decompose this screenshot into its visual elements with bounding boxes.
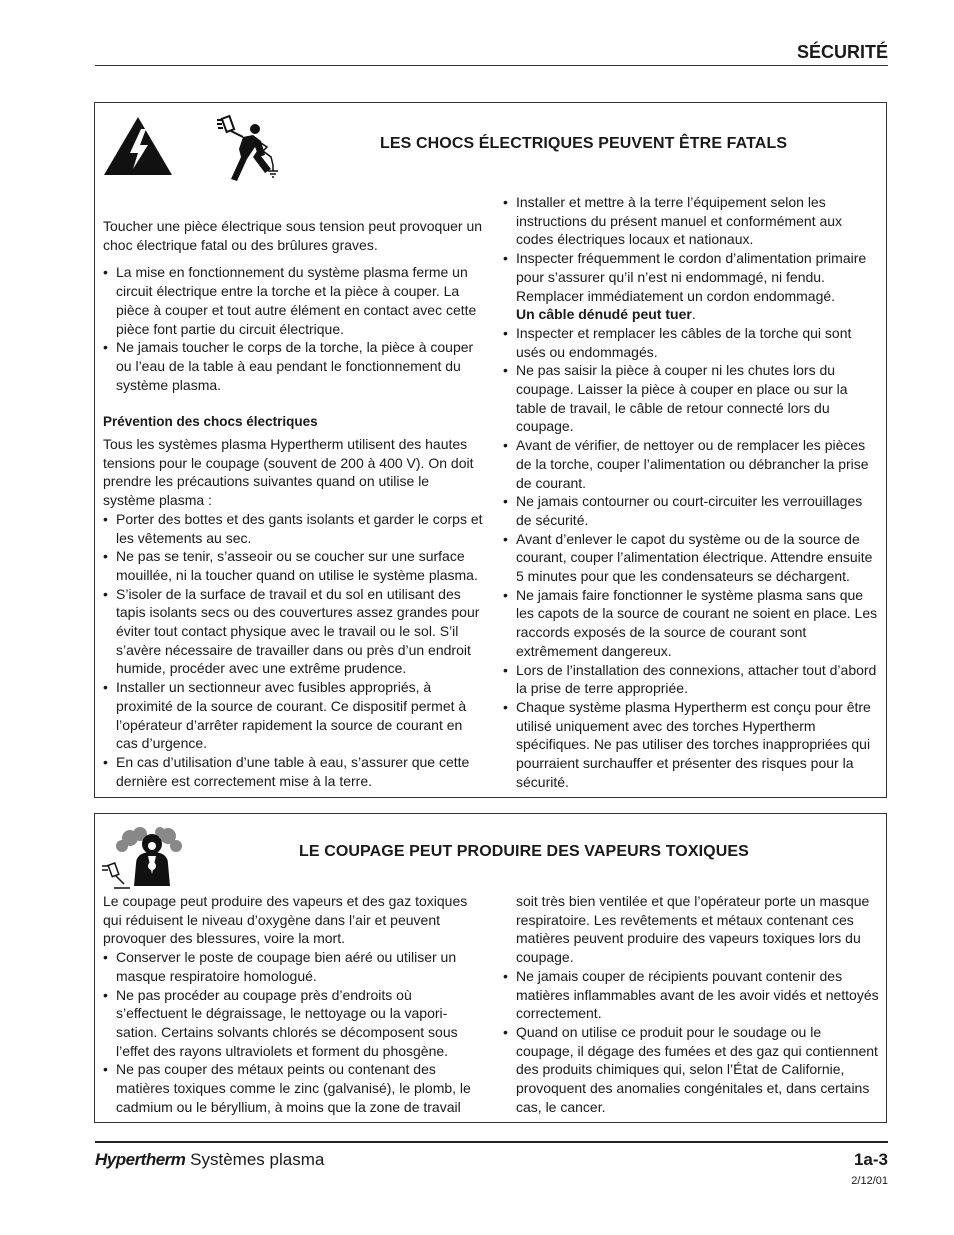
- toxic-fumes-icon: [100, 824, 190, 890]
- product-name: Systèmes plasma: [190, 1150, 325, 1169]
- revision-date: 2/12/01: [851, 1175, 888, 1187]
- list-item: • Inspecter fréquemment le cordon d’alimentation primaire pour s’assurer qu’il n’est ni endommagé, ni fendu. Remplacer immédiatement un cordon endommagé. Un câble dénudé peut tuer.: [503, 249, 881, 324]
- list-item: • Ne jamais faire fonctionner le système plasma sans que les capots de la source de courant ne soient en place. Les raccords exposés de la source de courant sont extrêmement dangereux.: [503, 586, 881, 661]
- electric-shock-panel: [94, 102, 887, 798]
- high-voltage-warning-icon: [102, 115, 174, 177]
- list-item: • Ne jamais toucher le corps de la torche, la pièce à couper ou l’eau de la table à eau pendant le fonctionnement du système plasma.: [103, 338, 483, 394]
- list-item: • Ne pas saisir la pièce à couper ni les chutes lors du coupage. Laisser la pièce à couper en place ou sur la table de travail, le câble de retour connecté lors du coupage.: [503, 361, 881, 436]
- footer-rule: [95, 1141, 888, 1143]
- electrocution-icon: [213, 111, 293, 187]
- list-item: • Lors de l’installation des connexions, attacher tout d’abord la prise de terre appropriée.: [503, 661, 881, 698]
- electric-shock-title: LES CHOCS ÉLECTRIQUES PEUVENT ÊTRE FATALS: [380, 135, 788, 152]
- footer-brand: [95, 1150, 324, 1170]
- list-item: • Ne jamais couper de récipients pouvant contenir des matières inflammables avant de les avoir vidés et nettoyés correctement.: [503, 967, 881, 1023]
- list-item: • Chaque système plasma Hypertherm est conçu pour être utilisé uniquement avec des torches Hypertherm spécifiques. Ne pas utiliser des torches inappropriées qui pourraient surchauffer et présenter des risques pour la sécurité.: [503, 698, 881, 792]
- electric-intro: Toucher une pièce électrique sous tension peut provoquer un choc électrique fatal ou des brûlures graves.: [103, 218, 483, 253]
- list-item: • Installer un sectionneur avec fusibles appropriés, à proximité de la source de courant. Ce dispositif permet à l’opérateur d’arrêter rapidement la source de courant en cas d’urgence.: [103, 678, 483, 753]
- prevention-list: [103, 510, 483, 791]
- fumes-intro: Le coupage peut produire des vapeurs et des gaz toxiques qui réduisent le niveau d’oxygène dans l’air et peuvent provoquer des blessures, voire la mort.: [103, 893, 468, 947]
- brand-logo-text: Hypertherm: [95, 1150, 186, 1169]
- list-item: • Porter des bottes et des gants isolants et garder le corps et les vêtements au sec.: [103, 510, 483, 547]
- electric-right-column: [503, 193, 881, 792]
- list-item: • Avant de vérifier, de nettoyer ou de remplacer les pièces de la torche, couper l’alimentation ou débrancher la prise de courant.: [503, 436, 881, 492]
- electric-left-column: [103, 217, 483, 790]
- fumes-right-column: [503, 892, 881, 1116]
- cord-inspection-text: Inspecter fréquemment le cordon d’alimentation primaire pour s’assurer qu’il n’est ni endommagé, ni fendu. Remplacer immédiatement un cordon endommagé.: [516, 250, 867, 304]
- list-item: • Ne pas se tenir, s’asseoir ou se coucher sur une surface mouillée, ni la toucher quand on utilise le système plasma.: [103, 547, 483, 584]
- list-item: • En cas d’utilisation d’une table à eau, s’assurer que cette dernière est correctement mise à la terre.: [103, 753, 483, 790]
- list-item: • Installer et mettre à la terre l’équipement selon les instructions du présent manuel et conformément aux codes électriques locaux et nationaux.: [503, 193, 881, 249]
- prevention-heading: Prévention des chocs électriques: [103, 414, 318, 430]
- electric-right-list: [503, 193, 881, 792]
- list-item: • S’isoler de la surface de travail et du sol en utilisant des tapis isolants secs ou des couvertures assez grandes pour éviter tout contact physique avec le travail ou le sol. S’il s’avère nécessaire de travailler dans ou près d’un endroit humide, procéder avec une extrême prudence.: [103, 585, 483, 679]
- list-item: • Ne pas couper des métaux peints ou contenant des matières toxiques comme le zinc (galvanisé), le plomb, le cadmium ou le béryllium, à moins que la zone de travail: [103, 1060, 483, 1116]
- prevention-intro: Tous les systèmes plasma Hypertherm utilisent des hautes tensions pour le coupage (souvent de 200 à 400 V). On doit prendre les précautions suivantes quand on utilise le système plasma :: [103, 436, 474, 509]
- list-item: • Ne jamais contourner ou court-circuiter les verrouillages de sécurité.: [503, 492, 881, 529]
- section-title: SÉCURITÉ: [796, 42, 888, 62]
- bare-cable-warning: Un câble dénudé peut tuer: [516, 306, 692, 323]
- header-rule: [95, 65, 888, 66]
- list-item: • Quand on utilise ce produit pour le soudage ou le coupage, il dégage des fumées et des gaz qui contiennent des produits chimiques qui, selon l’État de Californie, provoquent des anomalies congénitales et, dans certains cas, le cancer.: [503, 1023, 881, 1117]
- electric-hazard-list: [103, 263, 483, 394]
- list-item-continuation: soit très bien ventilée et que l’opérateur porte un masque respiratoire. Les revêtements et métaux contenant ces matières peuvent produire des vapeurs toxiques lors du coupage.: [516, 893, 870, 966]
- list-item: • Inspecter et remplacer les câbles de la torche qui sont usés ou endommagés.: [503, 324, 881, 361]
- fumes-left-column: [103, 892, 483, 1116]
- fumes-list-right: [503, 892, 881, 1116]
- page-number: 1a-3: [853, 1150, 888, 1169]
- list-item: • Avant d’enlever le capot du système ou de la source de courant, couper l’alimentation électrique. Attendre ensuite 5 minutes pour que les condensateurs se déchargent.: [503, 530, 881, 586]
- list-item: • Conserver le poste de coupage bien aéré ou utiliser un masque respiratoire homologué.: [103, 948, 483, 985]
- list-item: • Ne pas procéder au coupage près d’endroits où s’effectuent le dégraissage, le nettoyage ou la vapori-sation. Certains solvants chlorés se décomposent sous l’effet des rayons ultraviolets et forment du phosgène.: [103, 986, 483, 1061]
- list-item: • La mise en fonctionnement du système plasma ferme un circuit électrique entre la torche et la pièce à couper. La pièce à couper et tout autre élément en contact avec cette pièce font partie du circuit électrique.: [103, 263, 483, 338]
- toxic-fumes-panel: [94, 813, 887, 1123]
- toxic-fumes-title: LE COUPAGE PEUT PRODUIRE DES VAPEURS TOXIQUES: [299, 843, 749, 860]
- fumes-list-left: [103, 948, 483, 1116]
